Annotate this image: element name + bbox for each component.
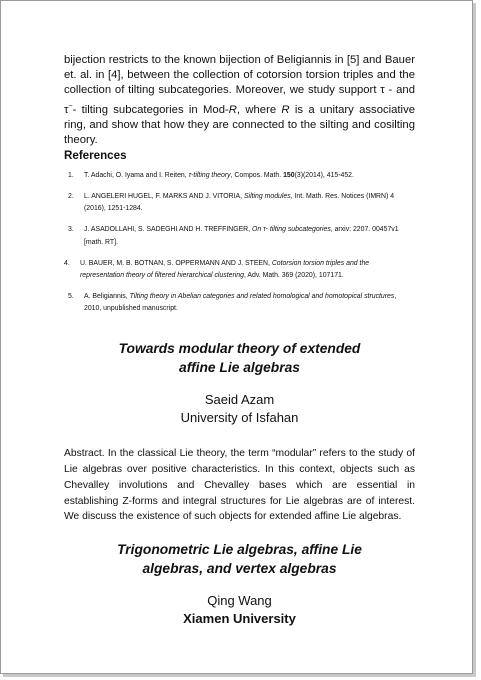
reference-pages: (3)(2014), 415-452. [294, 171, 354, 179]
reference-title: Cotorsion torsion triples and the representation theory of filtered hierarchical clustering [80, 259, 370, 279]
reference-title: Tilting theory in Abelian categories and related homological and homotopical structures [129, 292, 395, 300]
reference-number: 5. [68, 292, 74, 300]
reference-item [64, 224, 415, 249]
reference-body [84, 170, 415, 182]
reference-title: τ-tilting theory [188, 171, 231, 179]
speaker-affiliation: University of Isfahan [180, 409, 299, 425]
reference-item [64, 291, 415, 316]
page-content [64, 53, 415, 627]
abstract-paragraph: Abstract. In the classical Lie theory, the term “modular” refers to the study of Lie algebras over positive characteristics. In this context, objects such as Chevalley involutions and Chevalley bases which are essential in establishing Z-forms and integral structures for Lie algebras are of interest. We discuss the existence of such objects for extended affine Lie algebras. [64, 448, 415, 523]
reference-item [64, 170, 415, 182]
reference-title: On τ- tilting subcategories [251, 226, 331, 234]
intro-paragraph [64, 53, 415, 148]
reference-number: 3. [68, 226, 74, 234]
speaker-affiliation: Xiamen University [183, 610, 296, 626]
intro-superscript: − [68, 102, 73, 110]
reference-item [64, 258, 415, 283]
talk-title [64, 340, 415, 377]
reference-source: , Int. Math. Res. Notices (IMRN) 4 (2016), 1251-1284. [84, 192, 395, 213]
reference-source: , Adv. Math. 369 (2020), 107171. [243, 271, 344, 279]
reference-title: Silting modules [243, 192, 291, 200]
intro-text-4: is a unitary associative ring, and show that how they are connected to the silting and cosilting theory. [64, 103, 415, 146]
reference-number: 2. [68, 192, 74, 200]
reference-authors: J. ASADOLLAHI, S. SADEGHI AND H. TREFFINGER, [84, 226, 252, 234]
talk-title-line: algebras, and vertex algebras [142, 560, 337, 576]
reference-number: 1. [68, 171, 74, 179]
speaker-name: Qing Wang [207, 593, 272, 609]
intro-text-2: - tilting subcategories in Mod- [72, 103, 229, 116]
intro-text-1: bijection restricts to the known bijection of Beligiannis in [5] and Bauer et. al. in [4], between the collection of cotorsion torsion triples and the collection of tilting subcategories. Moreover, we study support τ - and τ [64, 54, 415, 116]
reference-authors: U. BAUER, M. B. BOTNAN, S. OPPERMANN AND J. STEEN, [80, 259, 272, 267]
reference-body [84, 224, 415, 249]
reference-item [64, 191, 415, 216]
intro-text-3: , where [236, 103, 282, 116]
talk-title-line: Towards modular theory of extended [118, 341, 361, 357]
talk-title-line: affine Lie algebras [179, 359, 300, 375]
intro-ring: R [228, 103, 237, 116]
speaker-name: Saeid Azam [204, 392, 275, 408]
references-heading: References [64, 148, 127, 162]
reference-body [84, 191, 415, 216]
reference-body [84, 291, 415, 316]
reference-source: , arxiv: 2207. 00457v1 [math. RT]. [84, 226, 399, 246]
reference-authors: L. ANGELERI HUGEL, F. MARKS AND J. VITORIA, [84, 192, 244, 200]
references-list [64, 170, 415, 316]
reference-volume: 150 [283, 171, 295, 179]
reference-source: , 2010, unpublished manuscript. [84, 292, 397, 313]
reference-source: , Compos. Math. [230, 171, 284, 179]
reference-authors: T. Adachi, O. Iyama and I. Reiten, [84, 171, 189, 179]
reference-body [80, 258, 415, 283]
talk-title-line: Trigonometric Lie algebras, affine Lie [117, 542, 362, 558]
talk-title [64, 541, 415, 578]
reference-number: 4. [64, 259, 70, 267]
intro-ring-2: R [281, 103, 290, 116]
reference-authors: A. Beligiannis, [84, 292, 130, 300]
